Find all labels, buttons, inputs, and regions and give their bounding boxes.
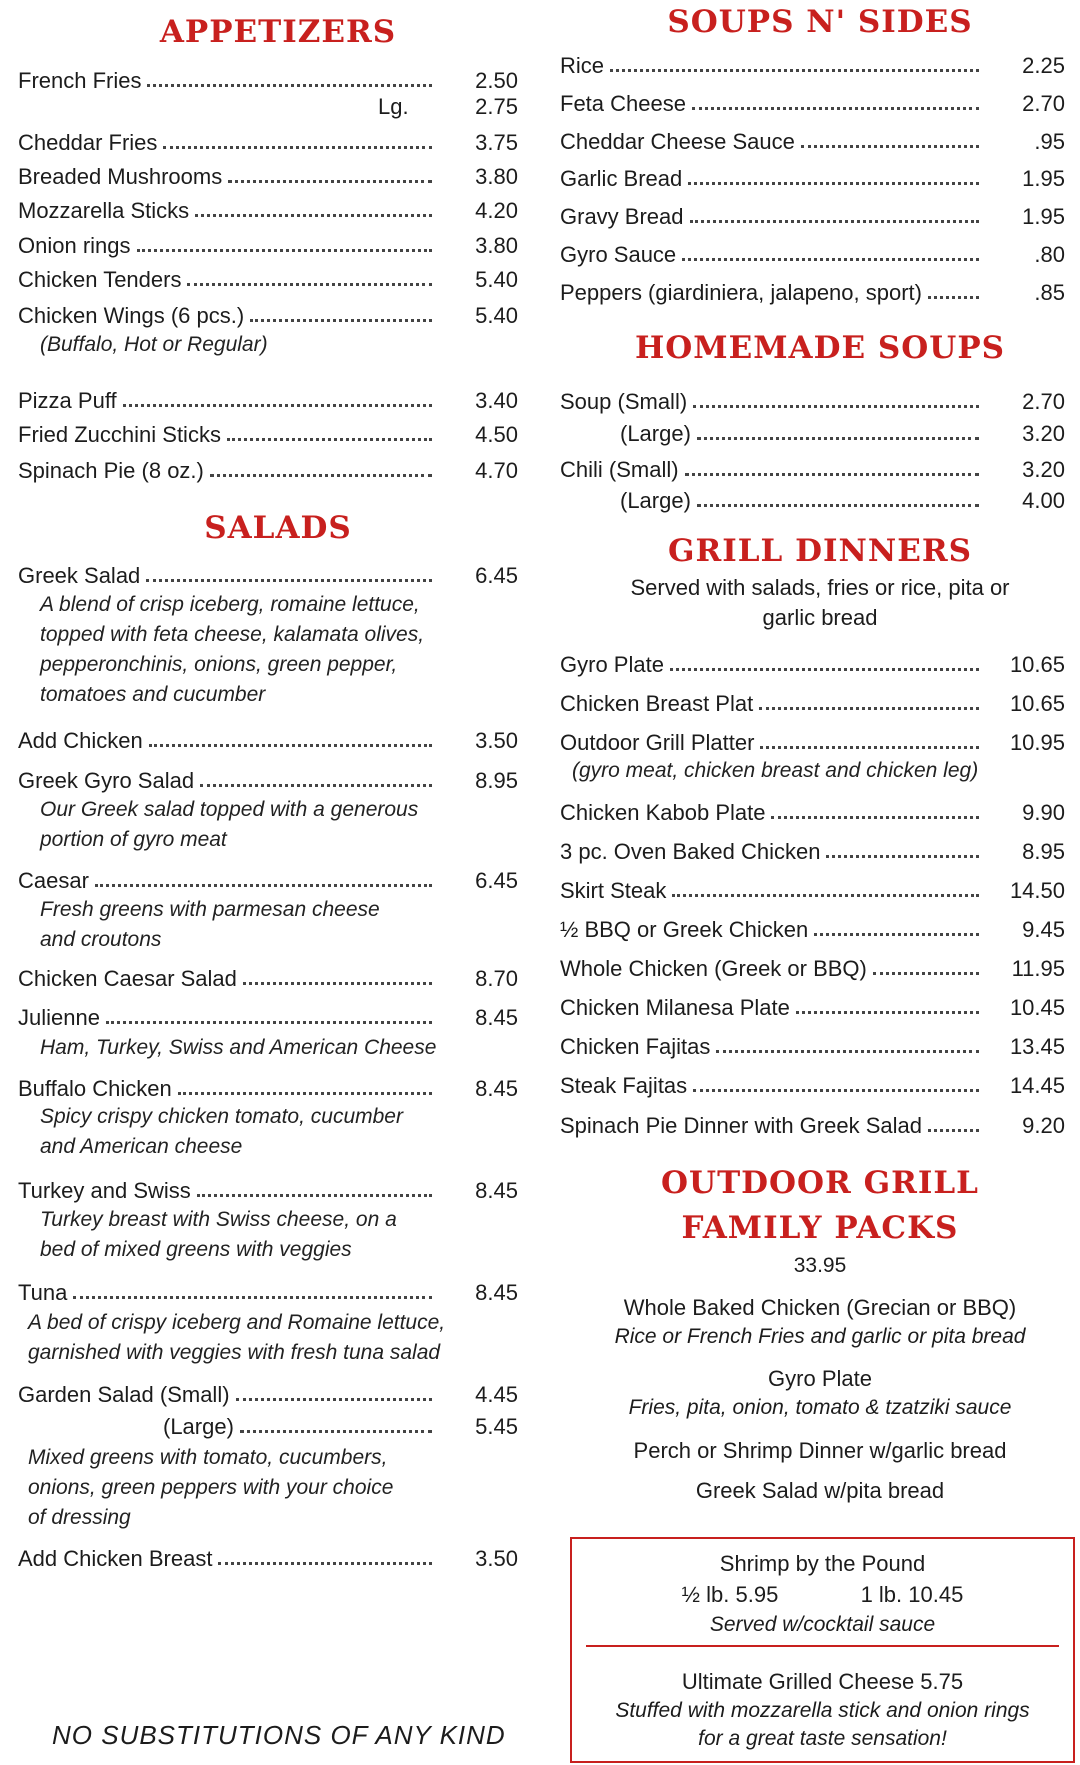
item-description: and American cheese xyxy=(40,1135,243,1158)
item-name: Fried Zucchini Sticks xyxy=(18,422,227,448)
item-price: 10.45 xyxy=(1009,995,1065,1020)
item-description: (Buffalo, Hot or Regular) xyxy=(40,333,268,356)
item-price: 11.95 xyxy=(1011,956,1065,981)
menu-item xyxy=(18,380,518,414)
item-price: 8.45 xyxy=(475,1280,518,1305)
salads-heading: SALADS xyxy=(204,510,352,546)
menu-item xyxy=(560,1105,1065,1139)
item-name: Chicken Kabob Plate xyxy=(560,800,771,826)
item-price: 9.45 xyxy=(1022,917,1065,942)
menu-item xyxy=(560,272,1065,306)
item-name: Spinach Pie (8 oz.) xyxy=(18,458,210,484)
item-name: Caesar xyxy=(18,868,95,894)
item-price: 8.95 xyxy=(1022,839,1065,864)
leader-dots xyxy=(693,405,979,408)
item-description: Turkey breast with Swiss cheese, on a xyxy=(40,1208,397,1231)
item-name: Onion rings xyxy=(18,233,137,259)
menu-item xyxy=(18,122,518,156)
family-pack-line: Perch or Shrimp Dinner w/garlic bread xyxy=(633,1438,1007,1463)
menu-item xyxy=(18,295,518,329)
item-name: Chicken Milanesa Plate xyxy=(560,995,796,1021)
menu-item xyxy=(560,449,1065,483)
box-divider xyxy=(586,1645,1059,1647)
item-name: Greek Salad xyxy=(18,563,146,589)
leader-dots xyxy=(195,214,432,217)
leader-dots xyxy=(187,283,432,286)
menu-item xyxy=(18,1170,518,1204)
item-name: Feta Cheese xyxy=(560,91,692,117)
item-price: 10.65 xyxy=(1009,652,1065,677)
item-description: Spicy crispy chicken tomato, cucumber xyxy=(40,1105,403,1128)
item-name: Soup (Small) xyxy=(560,389,693,415)
leader-dots xyxy=(697,504,979,507)
grilled-cheese-desc-1: Stuffed with mozzarella stick and onion rings xyxy=(615,1699,1030,1722)
leader-dots xyxy=(227,438,432,441)
item-name: Whole Chicken (Greek or BBQ) xyxy=(560,956,873,982)
item-price: .95 xyxy=(1034,129,1065,154)
item-name: Mozzarella Sticks xyxy=(18,198,195,224)
item-price: 8.95 xyxy=(475,768,518,793)
leader-dots xyxy=(210,474,432,477)
shrimp-prices xyxy=(572,1582,1073,1608)
shrimp-half-lb: ½ lb. 5.95 xyxy=(681,1582,779,1607)
item-price: 13.45 xyxy=(1009,1034,1065,1059)
menu-item xyxy=(560,870,1065,904)
item-name: Rice xyxy=(560,53,610,79)
item-name: ½ BBQ or Greek Chicken xyxy=(560,917,814,943)
leader-dots xyxy=(672,894,979,897)
item-price: 8.70 xyxy=(475,966,518,991)
grill-subtitle-1: Served with salads, fries or rice, pita or xyxy=(630,575,1010,600)
menu-item xyxy=(18,1272,518,1306)
menu-item xyxy=(560,196,1065,230)
item-price: .80 xyxy=(1034,242,1065,267)
menu-item xyxy=(18,259,518,293)
specials-box xyxy=(570,1537,1075,1763)
shrimp-title: Shrimp by the Pound xyxy=(719,1551,926,1576)
item-name: Peppers (giardiniera, jalapeno, sport) xyxy=(560,280,928,306)
item-name: Add Chicken xyxy=(18,728,149,754)
item-price: 2.70 xyxy=(1022,389,1065,414)
menu-item xyxy=(18,1538,518,1572)
item-description: onions, green peppers with your choice xyxy=(28,1476,394,1499)
leader-dots xyxy=(682,258,979,261)
leader-dots xyxy=(771,816,979,819)
item-price: 6.45 xyxy=(475,868,518,893)
item-name: Chicken Breast Plat xyxy=(560,691,759,717)
leader-dots xyxy=(826,855,979,858)
item-price: 4.20 xyxy=(475,198,518,223)
menu-item xyxy=(560,45,1065,79)
item-description: A bed of crispy iceberg and Romaine lettuce, xyxy=(28,1311,446,1334)
menu-item xyxy=(18,997,518,1031)
item-price: 5.45 xyxy=(475,1414,518,1439)
item-description: Mixed greens with tomato, cucumbers, xyxy=(28,1446,388,1469)
item-name: Cheddar Fries xyxy=(18,130,163,156)
menu-item xyxy=(560,158,1065,192)
item-name: (Large) xyxy=(620,421,697,447)
item-price: 2.25 xyxy=(1022,53,1065,78)
menu-item xyxy=(18,860,518,894)
item-name: Greek Gyro Salad xyxy=(18,768,200,794)
item-price: 9.20 xyxy=(1022,1113,1065,1138)
leader-dots xyxy=(250,319,432,322)
item-name: French Fries xyxy=(18,68,147,94)
menu-item xyxy=(18,958,518,992)
menu-item xyxy=(18,450,518,484)
item-description: tomatoes and cucumber xyxy=(40,683,266,706)
menu-item xyxy=(560,1026,1065,1060)
menu-item xyxy=(560,1065,1065,1099)
menu-item xyxy=(560,644,1065,678)
menu-item xyxy=(560,909,1065,943)
item-price: 3.50 xyxy=(475,728,518,753)
leader-dots xyxy=(163,146,432,149)
leader-dots xyxy=(796,1011,979,1014)
item-price: 3.40 xyxy=(475,388,518,413)
leader-dots xyxy=(236,1398,432,1401)
item-description: garnished with veggies with fresh tuna salad xyxy=(28,1341,441,1364)
footer-note: NO SUBSTITUTIONS OF ANY KIND xyxy=(52,1720,506,1750)
menu-item xyxy=(18,225,518,259)
item-description: A blend of crisp iceberg, romaine lettuce, xyxy=(40,593,420,616)
item-price: 10.65 xyxy=(1009,691,1065,716)
item-name: Turkey and Swiss xyxy=(18,1178,197,1204)
leader-dots xyxy=(873,972,979,975)
item-price: 5.40 xyxy=(475,303,518,328)
item-price: 4.00 xyxy=(1022,488,1065,513)
item-price: 3.20 xyxy=(1022,421,1065,446)
grill-subtitle-2: garlic bread xyxy=(762,605,878,630)
item-price: 4.45 xyxy=(475,1382,518,1407)
item-name: Buffalo Chicken xyxy=(18,1076,178,1102)
item-description: Ham, Turkey, Swiss and American Cheese xyxy=(40,1036,437,1059)
menu-item xyxy=(18,760,518,794)
leader-dots xyxy=(688,182,979,185)
item-name: Garlic Bread xyxy=(560,166,688,192)
item-price: 6.45 xyxy=(475,563,518,588)
menu-item xyxy=(18,190,518,224)
item-name: (Large) xyxy=(620,488,697,514)
item-name: Pizza Puff xyxy=(18,388,123,414)
item-price: 8.45 xyxy=(475,1076,518,1101)
item-price: 3.50 xyxy=(475,1546,518,1571)
item-description: (gyro meat, chicken breast and chicken leg) xyxy=(572,759,979,782)
item-description: of dressing xyxy=(28,1506,131,1529)
item-price: 4.70 xyxy=(475,458,518,483)
item-name: Cheddar Cheese Sauce xyxy=(560,129,801,155)
family-pack-line: Gyro Plate xyxy=(768,1366,872,1391)
leader-dots xyxy=(243,982,432,985)
leader-dots xyxy=(690,220,980,223)
leader-dots xyxy=(240,1430,432,1433)
item-description: pepperonchinis, onions, green pepper, xyxy=(40,653,398,676)
item-name: Breaded Mushrooms xyxy=(18,164,228,190)
item-price: 2.50 xyxy=(475,68,518,93)
menu-item xyxy=(560,987,1065,1021)
item-name: Add Chicken Breast xyxy=(18,1546,218,1572)
menu-item xyxy=(560,683,1065,717)
leader-dots xyxy=(149,744,432,747)
item-price: 1.95 xyxy=(1022,204,1065,229)
item-price: 1.95 xyxy=(1022,166,1065,191)
large-price: 2.75 xyxy=(475,94,518,119)
menu-item xyxy=(560,831,1065,865)
menu-item xyxy=(560,121,1065,155)
menu-item xyxy=(620,413,1065,447)
family-pack-line: Rice or French Fries and garlic or pita bread xyxy=(614,1325,1026,1348)
item-price: 10.95 xyxy=(1009,730,1065,755)
item-name: (Large) xyxy=(163,1414,240,1440)
leader-dots xyxy=(814,933,979,936)
menu-item xyxy=(18,1068,518,1102)
shrimp-one-lb: 1 lb. 10.45 xyxy=(860,1582,964,1607)
item-name: Chicken Tenders xyxy=(18,267,187,293)
leader-dots xyxy=(197,1194,432,1197)
item-name: Tuna xyxy=(18,1280,73,1306)
leader-dots xyxy=(693,1089,979,1092)
item-name: Garden Salad (Small) xyxy=(18,1382,236,1408)
leader-dots xyxy=(697,437,979,440)
homemade-soups-heading: HOMEMADE SOUPS xyxy=(634,330,1006,366)
item-price: 14.45 xyxy=(1009,1073,1065,1098)
item-description: portion of gyro meat xyxy=(40,828,227,851)
leader-dots xyxy=(137,249,432,252)
leader-dots xyxy=(123,404,432,407)
item-name: Outdoor Grill Platter xyxy=(560,730,760,756)
item-name: Gyro Plate xyxy=(560,652,670,678)
size-label: Lg. xyxy=(378,94,415,120)
leader-dots xyxy=(228,180,432,183)
french-fries-large xyxy=(378,86,518,120)
item-name: Chicken Caesar Salad xyxy=(18,966,243,992)
menu-item xyxy=(18,720,518,754)
item-price: 14.50 xyxy=(1009,878,1065,903)
family-packs-heading-2: FAMILY PACKS xyxy=(681,1210,959,1246)
menu-item xyxy=(18,1374,518,1408)
item-description: topped with feta cheese, kalamata olives, xyxy=(40,623,425,646)
menu-item xyxy=(18,414,518,448)
leader-dots xyxy=(670,668,979,671)
leader-dots xyxy=(692,107,979,110)
item-description: Our Greek salad topped with a generous xyxy=(40,798,419,821)
menu-item xyxy=(560,83,1065,117)
item-price: 3.20 xyxy=(1022,457,1065,482)
item-price: 8.45 xyxy=(475,1178,518,1203)
leader-dots xyxy=(610,69,979,72)
item-price: 2.70 xyxy=(1022,91,1065,116)
item-price: 8.45 xyxy=(475,1005,518,1030)
menu-item xyxy=(560,381,1065,415)
family-pack-line: Whole Baked Chicken (Grecian or BBQ) xyxy=(623,1295,1017,1320)
family-pack-line: Greek Salad w/pita bread xyxy=(695,1478,945,1503)
leader-dots xyxy=(928,1129,979,1132)
item-name: Chili (Small) xyxy=(560,457,685,483)
shrimp-note: Served w/cocktail sauce xyxy=(709,1613,936,1636)
item-name: Skirt Steak xyxy=(560,878,672,904)
item-name: Gyro Sauce xyxy=(560,242,682,268)
item-description: Fresh greens with parmesan cheese xyxy=(40,898,380,921)
item-name: Chicken Wings (6 pcs.) xyxy=(18,303,250,329)
item-price: 3.80 xyxy=(475,233,518,258)
item-price: 4.50 xyxy=(475,422,518,447)
leader-dots xyxy=(928,296,979,299)
menu-item xyxy=(620,480,1065,514)
leader-dots xyxy=(801,145,979,148)
leader-dots xyxy=(759,707,979,710)
item-name: Spinach Pie Dinner with Greek Salad xyxy=(560,1113,928,1139)
menu-item xyxy=(560,234,1065,268)
item-price: .85 xyxy=(1034,280,1065,305)
leader-dots xyxy=(716,1050,979,1053)
item-price: 5.40 xyxy=(475,267,518,292)
menu-item xyxy=(560,948,1065,982)
menu-item xyxy=(18,555,518,589)
leader-dots xyxy=(146,579,432,582)
item-price: 3.80 xyxy=(475,164,518,189)
menu-item xyxy=(163,1406,518,1440)
item-name: Steak Fajitas xyxy=(560,1073,693,1099)
leader-dots xyxy=(106,1021,432,1024)
item-description: bed of mixed greens with veggies xyxy=(40,1238,352,1261)
grilled-cheese-title: Ultimate Grilled Cheese 5.75 xyxy=(681,1669,964,1694)
leader-dots xyxy=(200,784,432,787)
leader-dots xyxy=(95,884,432,887)
item-name: 3 pc. Oven Baked Chicken xyxy=(560,839,826,865)
leader-dots xyxy=(73,1296,432,1299)
item-name: Julienne xyxy=(18,1005,106,1031)
menu-item xyxy=(560,722,1065,756)
grilled-cheese-desc-2: for a great taste sensation! xyxy=(698,1727,947,1750)
leader-dots xyxy=(760,746,979,749)
leader-dots xyxy=(178,1092,432,1095)
menu-item xyxy=(560,792,1065,826)
item-price: 9.90 xyxy=(1022,800,1065,825)
item-description: and croutons xyxy=(40,928,162,951)
item-price: 3.75 xyxy=(475,130,518,155)
grill-dinners-heading: GRILL DINNERS xyxy=(668,533,972,569)
menu-item xyxy=(18,156,518,190)
family-packs-price: 33.95 xyxy=(793,1254,847,1277)
leader-dots xyxy=(685,473,979,476)
soups-sides-heading: SOUPS N' SIDES xyxy=(667,4,973,40)
family-packs-heading-1: OUTDOOR GRILL xyxy=(661,1165,979,1201)
appetizers-heading: APPETIZERS xyxy=(159,14,397,50)
family-pack-line: Fries, pita, onion, tomato & tzatziki sauce xyxy=(628,1396,1012,1419)
item-name: Chicken Fajitas xyxy=(560,1034,716,1060)
item-name: Gravy Bread xyxy=(560,204,690,230)
leader-dots xyxy=(218,1562,432,1565)
